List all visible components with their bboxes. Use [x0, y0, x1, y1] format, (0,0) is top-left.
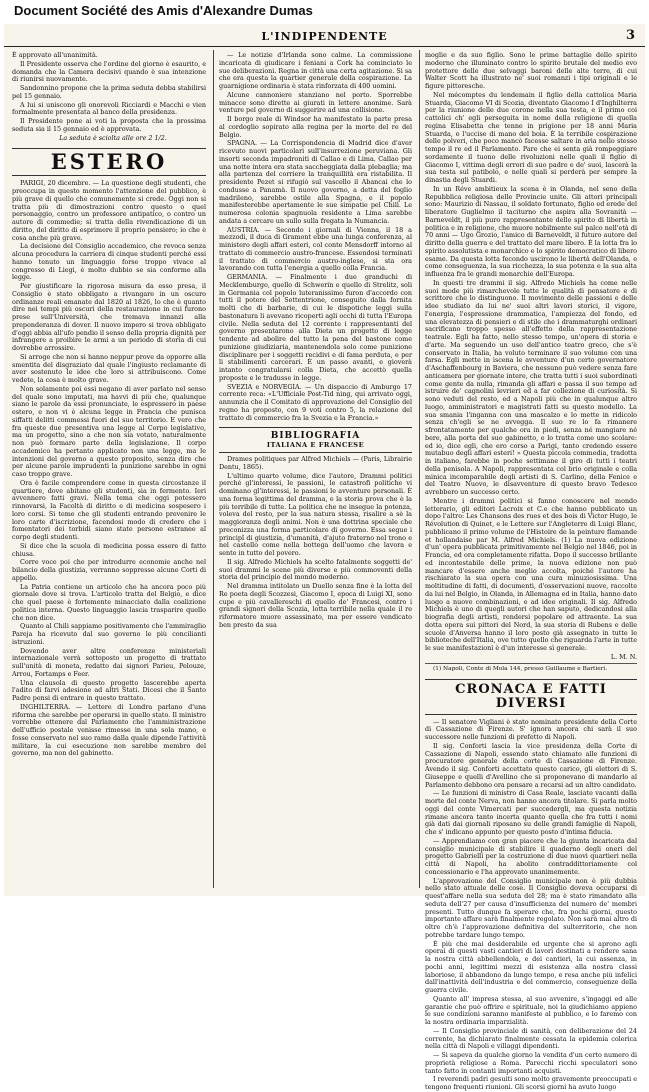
paragraph: La decisione del Consiglio accademico, che revoca senza alcuna procedura la carriera di cinque studenti perché essi hanno tenuto un linguaggio forse troppo vivace al congresso di Liegi, è molto dubbio se sia conforme alla legge.: [12, 242, 206, 282]
paragraph: Corre voce poi che per introdurre economie anche nel bilancio della giustizia, verranno soppresse alcune Corti di appello.: [12, 558, 206, 582]
masthead: [4, 30, 645, 47]
paragraph: L'approvazione del Consiglio municipale non è più dubbia nello stato attuale delle cose. Il Consiglio doveva occuparsi di quest'affare nella sua seduta del 28; ma è stato rimandato alla seduta dell'27 per causa d'insufficienza del numero de' membri presenti. Tutto dunque fa sperare che, fra pochi giorni, questo importante affare sarà finalmente regolato. Non sarà mai altro di oltre ch'è l'approvazione definitiva del sulterritorio, che non potrebbe tardare lungo tempo.: [425, 876, 637, 939]
paragraph: Si arroge che non si hanno neppur prove da opporre alla smentita del disgraziato dal quale l'ingiusto reclamante di aver sostenuto le idee che loro si attribuiscono. Come vedete, la cosa è molto grave.: [12, 352, 206, 384]
paragraph: È più che mai desiderabile ed urgente che si aprono agli operai di questi vasti cantieri di lavori destinati a rendere sana la nostra città abbellendola, e dei cantieri, la cui assenza, in pochi anni, legittimi mezzi di esistenza alla nostra classi laboriose, il abbandono da lungo tempo, e resa anche più infelici dall'inattività dell'industria e del commercio, conseguenze della guerra civile.: [425, 939, 637, 994]
session-closing: La seduta è sciolta alle ore 2 1/2.: [59, 133, 167, 142]
section-heading-estero: ESTERO: [12, 148, 206, 176]
paragraph: Dovendo aver altre conferenze ministeriali internazionale verrà sottoposto un progetto di trattato sull'unità di moneta, redatto dai signori Parieu, Pelouze, Arrou, Fortamps e Feer.: [12, 646, 206, 678]
paragraph: Il borgo reale di Windsor ha manifestato la parte presa al cordoglio sopirato alla regina per la morte del re del Belgio.: [219, 115, 412, 139]
paragraph: — Il Consiglio provinciale di sanità, con deliberazione del 24 corrente, ha dichiarato finalmente cessata la epidemia colerica nella città di Napoli e villaggi dipendenti.: [425, 1026, 637, 1051]
paragraph: In un Réve ambitieux la scena è in Olanda, nel seno della Repubblica religiosa delle Provincie unite. Gli attori principali sono: Maurizio di Nassau, il soldato fortunato, figlio ed erede del liberatore Guglielmo il taciturno che aspira alla Sovranità — Barneveldt, il più puro rappresentante dello spirito di libertà in politica e in religione, che muore nobilmente sul palco nell'età di 70 anni — Ugo Grozio, l'amico di Barneveldt, il futuro autore del diritto della guerra e del trattato del mare libero. È la lotta fra lo spirito assolutista e monarchico e lo spirito democratico di libero esame. Da questa lotta fecondo uscirono le libertà dell'Olanda, e come conseguenza, la sua ricchezza, la sua potenza e la sua alta influenza fra le grandi monarchie dell'Europa.: [425, 184, 637, 278]
paragraph: Nel dramma intitolato un Duello senza fine è la lotta del Re poeta degli Scozzesi, Giacomo I, epoca di Luigi XI, sono cupe e più cavallereschi di quello de' Francesi, contro i grandi signori della Scozia, lotta terribile nella quale il re riformatore muore assassinato, ma per essere vendicato ben presto da sua: [219, 582, 412, 629]
paragraph: I reverendi padri gesuiti sono molto gravemente preoccupati e tengono frequenti riunioni. Gli scorsi giorni ha avuto luogo: [425, 1075, 637, 1091]
newspaper-page: [4, 24, 645, 1091]
paragraph: Mentre i drammi politici si fanno conoscere nel mondo letterario, gli editori Lacroix et C.e che hanno pubblicato un dopo l'altro: Les Chansons des rues et des bois di Victor Hugo, le Révolution di Quinet, e le Lettere sur l'Angleterre di Luigi Blanc, pubblicano il primo volume de l'Histoire de la peinture flamande et hollandaise par M. Alfred Michiels. (1) La nuova edizione d'un' opera pubblicata primitivamente nel Belgio nel 1846, poi in Francia, ed ora completamente rifatta. Dopo il successo brillante ed incontestabile delle prime, la nuova edizione non può mancare d'essere anche meglio accolta, poiché l'autore ha rischiarato la sua opera con una cura minuziosissima. Una moltitudine di fatti, di documenti, d'osservazioni nuove, raccolte da lui nel Belgio, in Olanda, in Allemagna ed in Italia, hanno dato luogo a nuove combinazioni, e ad idee originali. Il sig. Alfredo Michiels è uno di quegli autori che han saputo, dedicandosi alla biografia degli artisti, rendersi popolare ed attraente. La sua dotta opera sui pittori del Nord, la sua storia di Rubens e delle scuole d'Anversa hanno il loro posto già assegnato in tutte le biblioteche dell'Italia, ove tutto quello che riguarda l'arte in tutte le sue manifestazioni è d'un interesse sì generale.: [425, 496, 637, 652]
section-subheading: ITALIANA E FRANCESE: [219, 442, 412, 453]
column-rule: [213, 50, 214, 888]
paragraph: Il Presidente osserva che l'ordine del giorno è esaurito, e domanda che la Camera decisivi quando è sua intenzione di riunirsi nuovamente.: [12, 59, 206, 84]
paragraph: — Le funzioni di ministro di Casa Reale, lasciate vacanti dalla morte del conte Nerva, non hanno ancora titolare. Si parla molto oggi del conte Vimercati per succedergli, ma questa notizia rimane ancora tanto incerta quanto quella che fra tutti i nomi già dati dai giornali riposano su delle grandi famiglie di Napoli, che s' indicano appunto per questo posto d'intima fiducia.: [425, 789, 637, 836]
article-signature: L. M. N.: [610, 652, 637, 661]
paragraph: Una clausola di questo progetto lascerebbe aperta l'adito di farvi adesione ad altri Stati. Dicesi che il Santo Padre pensi di entrare in questo trattato.: [12, 678, 206, 702]
paragraph: — Si sapeva da qualche giorno la vendita d'un certo numero di proprietà religiose a Roma. Parecchi ricchi speculatori sono tanto fatto in contanti importanti acquisti.: [425, 1051, 637, 1075]
paragraph: — Le notizie d'Irlanda sono calme. La commissione incaricata di giudicare i feniani a Cork ha cominciato le sue deliberazioni. Regna in città una certa agitazione. Si sa che era questa la quartier generale della cospirazione. La guarnigione ordinaria è stata rinforzata di 400 uomini.: [219, 51, 412, 90]
paragraph: Alcune cannoniere stanziano nel porto. Sporrebbe minacce sono dirette ai giurati in lettere anonime. Sarà venture pel governo di suggerire ad una collisione.: [219, 90, 412, 115]
column-rule: [419, 50, 420, 888]
footnote: (1) Napoli, Conte di Mola 144, presso Guillaume e Bartieri.: [425, 663, 637, 673]
section-heading-cronaca: CRONACA E FATTI DIVERSI: [425, 679, 637, 715]
paragraph: GERMANIA. — Finalmente i due granduchi di Mecklemburgo, quello di Schwerin e quello di Strelitz, soli in Germania col popolo luteranissimo furon d'accordo con tutti il potere del Settentrione, conseguito dalla fornita molti che di barbarie, di cui le dispotiche leggi sulla bastonatura li avevano ricoperti agli occhi di tutta l'Europa civile. Nella seduta del 12 corrente i rappresentanti del governo presentarono alla Dieta un progetto di legge tendente ad abolire del tutto la pena del bastone come punizione giudiziaria, mantenendola solo come punizione disciplinare per i soggetti recidivi e di fama perduta, e per li stabilimenti carcerari. È un passo avanti, e gioverà intanto congratularsi colla Dieta, che accettò quella proposte e le tradusse in legge.: [219, 273, 412, 382]
paragraph: SVEZIA e NORVEGIA. — Un dispaccio di Amburgo 17 corrente reca: «L'Ufficiale Post-Tid ning, qui arrivato oggi, annunzia che il Comitato di approvazione del Consiglio del regno ha proposto, con 9 voti contro 5, la relazione del trattato di commercio fra la Svezia e la Francia.»: [219, 382, 412, 422]
paragraph: PARIGI, 20 dicembre. — La questione degli studenti, che preoccupa in questo momento l'attenzione del pubblico, è più grave di quello che comunemente si crede. Oggi non si tratta più di dimostrazioni contro questo o quel personaggio, contro un professore antipatico, o contro un autore di commedie; si tratta della rivendicazione di un diritto, del diritto di esprimere il proprio pensiero; io che è cosa anche più grave.: [12, 179, 206, 242]
paragraph: In questi tre drammi il sig. Alfredo Michiels ha come nelle suoi mode più rimarchevole tutte le qualità di pensatore e di scrittore che lo distinguono. Il movimento delle passioni e delle idee studiato da lui ne' suoi altri lavori storici, il vigore, l'energia, l'espressione drammatica, l'ampiezza del fondo, ed una elevatezza di pensieri e di stile che i drammaturghi ordinari sacrificano troppo spesso all'effetto della rappresentazione teatrale. Egli ha fatto, nello stesso tempo, un'opera di storia e d'arte. Ma seguendo un uso dell'antico teatro greco, che s'è conservato in Italia, ha voluto terminare il suo volume con una farsa. Egli mette in iscena le avventure d'un certo governatore d'Aschaffenbourg in Baviera, che nessuno può vedere senza fare anticamera per giornate intere, che tratta tutti i suoi subordinati come gente da nulla, rimanda gli affari e passa il suo tempo ad istruire de' cagnolini levrieri ed a far collezione di curiosità. Si sono veduti del resto, ed a Napoli più che in qualunque altro luogo, amministratori e magistrati fatti su questo modello. La sua smania l'inganna con una mascalzo e lo mette in ridicolo senza ch'egli se ne avvegga. Il suo re lo fa rimanere sfrontatamente per qualche ora in piedi, senza né mangiare né bere, alla porta del suo gabinetto, e lo tratta come uno scolare: ed io, dice egli, che ero corso a Parigi, tanto credendo essere mutabuo degli affari esteri! » Questa piccola commedia, tradotta in italiano, farebbe in poche settimane il giro di tutti i teatri della penisola. A Napoli, rappresentata col brio originale e colla minica incomparabile degli artisti di S. Carlino, della Fenice e del Teatro Nuovo, le disavventure di questo bravo Tedesco avrebbero un successo certo.: [425, 278, 637, 496]
document-watermark: Document Société des Amis d'Alexandre Dumas: [0, 0, 649, 22]
paragraph: Il sig. Conforti lascia la vice presidenza della Corte di Cassazione di Napoli, essendo stato chiamato alle funzioni di procuratore generale della corte di Cassazione di Firenze. Avendo il sig. Conforti accettato questo carico, gli elettori di S. Giuseppe e quelli d'Avellino che si proponevano di mandarlo al Parlamento debbono ora pensare a recarsi ad un altro candidato.: [425, 741, 637, 789]
paragraph: — Il senatore Vigliani è stato nominato presidente della Corte di Cassazione di Firenze. S' ignora ancora chi sarà il suo successore nelle funzioni di prefetto di Napoli.: [425, 717, 637, 741]
column-3: [425, 51, 637, 1091]
paragraph: Quanto al Chili sappiamo positivamente che l'ammiraglio Pareja ha ricevuto dal suo governo le più concilianti istruzioni.: [12, 622, 206, 646]
paragraph: Per giustificare la rigorosa misura da esso presa, il Consiglio è stato obbligato a rivangare in un oscuro ordinanze reali emanate dal 1820 al 1826, lo che è quanto dire nei tempi più oscuri della restaurazione in cui furono prese sull'Università, che tremava innanzi alla preponderanza di dover. Il nuovo impero si trova obbligato d'oggi abbia all'ufo pendio il senso della propria dignità per infrangere a proibire le armi a un periodo di storia di cui dovrebbe arrossire.: [12, 282, 206, 352]
paragraph: Quanto all' impresa stessa, al suo avvenire, s'ingaggi ed alle garantie che può offrire e spirituale, noi la giudichiamo appieno le sue condizioni saranno manifeste al pubblico, e lo faremo con la nostra ordinaria imparzialità.: [425, 994, 637, 1026]
paragraph: AUSTRIA. — Secondo i giornali di Vienna, il 18 a mezzodì, il duca di Gramont ebbe una lunga conferenza, al ministero degli affari esteri, col conte Mensdorff intorno al trattato di commercio austro-francese. Essendosi terminati il trattato di commercio austro-inglese, si sta ora lavorando con tutta l'energia a quello colla Francia.: [219, 225, 412, 273]
section-heading-bibliografia: BIBLIOGRAFIA: [219, 427, 412, 441]
paragraph: INGHILTERRA. — Lettere di Londra parlano d'una riforma che sarebbe per operarsi in quello stato. Il ministro vorrebbe ottenere dal Parlamento che l'amministrazione dell'ufficio postale venisse rimesse in una sola mano, e fosse conservato nel suo ramo dalla quale dipende l'attività militare, la cui esecuzione non sarebbe membro del governo, ma non del gabinetto.: [12, 702, 206, 758]
paragraph: Si dice che la scuola di medicina possa essere di fatto chiusa.: [12, 541, 206, 558]
paragraph: Il sig. Alfredo Michiels ha scelto fatalmente soggetti de' suoi drammi le scene più diverse e più commoventi della storia del principio del mondo moderno.: [219, 557, 412, 582]
paragraph: Ora è facile comprendere come in questa circostanze il quartiere, dove abitano gli studenti, sia in fermento. Ieri avvennero fatti gravi. Nella tema che oggi potessero rinnovarsi, la Facoltà di diritto e di medicina sospesero i loro corsi. Si teme che gli studenti entrando prevenire le loro carte d'iscrizione, facendosi modo di credere che i fomentatori dei torbidi siano state persone estranee al corpo degli studenti.: [12, 478, 206, 541]
paragraph: La Patria contiene un articolo che ha ancora poco più giornale dove si trova. L'articolo tratta del Belgio, e dice che quel paese è fortemente minacciato dalla coalizione politica interna. Questo linguaggio lascia trasparire quello che non dice.: [12, 582, 206, 622]
paragraph: Sandonnino propone che la prima seduta debba stabilirsi pel 15 gennaio.: [12, 84, 206, 100]
newspaper-title: L'INDIPENDENTE: [261, 30, 388, 43]
paragraph: L'ultimo quarto volume, dice l'autore, Drammi politici perché gl'interessi, le passioni, le catastrofi politiche vi dominano gl'interessi, le passioni le avventure personali. È una forma legittima del dramma, e la storia prova che è la più terribile di tutte. La politica che ne insegue la potenza, voleva del resto, per la sua natura stessa, risalire a sè la maggioranza degli animi. Non è una dottrina speciale che preconizza una forma particolare di governo. Essa segue i principî di giustizia, d'umanità, d'ajuto fraterno nel trono e nel castello come nella bottega dell'uomo che lavora e sente in tutto del povero.: [219, 471, 412, 557]
column-1: [12, 52, 206, 888]
paragraph: Non solamente poi essi negano di aver parlato nel senso del quale sono imputati, ma havvi di più che, qualunque siano le parole da essi pronunciate, le espressero in paese estero, e non vi è alcuna legge in Francia che punisca siffatti delitti commessi fuori del suo territorio. E vero che fra queste due presentiva una legge al Corpo legislativo, ma un progetto, sino a che non sia votato, naturalmente non può formare parte della legislazione. Il corpo accademico ha pertanto applicato non una legge, ma le intenzioni del governo a questo proposito, senza dire che per alcune parole imprudenti la punizione sarebbe in ogni caso troppo grave.: [12, 384, 206, 478]
paragraph: È approvato all'unanimità.: [12, 51, 98, 59]
page-number: 3: [625, 28, 635, 43]
paragraph: Il Presidente pone ai voti la proposta che la prossima seduta sia il 15 gennaio ed è approvata.: [12, 117, 206, 133]
column-2: [219, 52, 412, 888]
paragraph: Drames politiques par Alfred Michiels — (Paris, Librairie Dentu, 1865).: [219, 455, 412, 471]
paragraph: A lui si uniscono gli onorevoli Ricciardi e Macchi e vien formalmente presentata al banco della presidenza.: [12, 100, 206, 117]
paragraph: SPAGNA. — La Corrispondencia di Madrid dice d'aver ricevuto nuovi particolari sull'insurrezione peruviana. Gli insorti seconda impadroniti di Callao e di Lima. Callao per una notte intera era stata saccheggiata dalla plebaglia; ma alla partenza del corriere la tranquillità era ristabilita. Il presidente Pezet si rifugiò sul vascello il Abancai che lo condusse a Panamà. Il nuovo governo, a detta del foglio madrileno, sarebbe ostile alla Spagna, e il popolo manifesterebbe apertamente le sue simpatie pel Chilì. Le numerosa colonia spagnuola residente a Lima sarebbe andata a cercare un sullo sulla fregata la Numancia.: [219, 139, 412, 225]
paragraph: moglie e da suo figlio. Sono le prime battaglie dello spirito moderno che illuminato contro lo spirito brutale del medio evo protettore delle due selvaggi baroni delle alte terre, di cui Walter Scott ha illustrato ne' suoi romanzi i tipi originali e le figure pittoresche.: [425, 51, 637, 90]
paragraph: Nel mécomptes du lendemain il figlio della cattolica Maria Stuarda, Giacomo VI di Scozia, diventato Giacomo I d'Inghilterra per la riunione delle due corone nella sua testa, e il primo coi cattolici ch' egli perseguita in nome della religione di quella regina Elisabetta che tenne in prigione per 18 anni Maria Stuarda, e l'uccise di mano del boia. È la terribile cospirazione delle polveri, che poco mancò facesse saltare in aria nello stesso tempo il re ed il Parlamento. Pare che ei senta già rompeggiare sordamente il tuono delle rivoluzioni nelle quali il figlio di Giacomo I, vittima degli errori di suo padre e de' suoi, lascerà la sua testa sul patibolo, e nelle quali si perderà per sempre la dinastia degli Stuardi.: [425, 90, 637, 184]
paragraph: — Apprendiamo con gran piacere che la giunta incaricata dal consiglio municipale di stabilire il quaderno degli oneri del progetto Gabrielli per la costruzione di due nuovi quartieri nella città di Napoli, ha abolito contraddittoriamente col concessionario e l'ha approvato unanimemente.: [425, 836, 637, 876]
